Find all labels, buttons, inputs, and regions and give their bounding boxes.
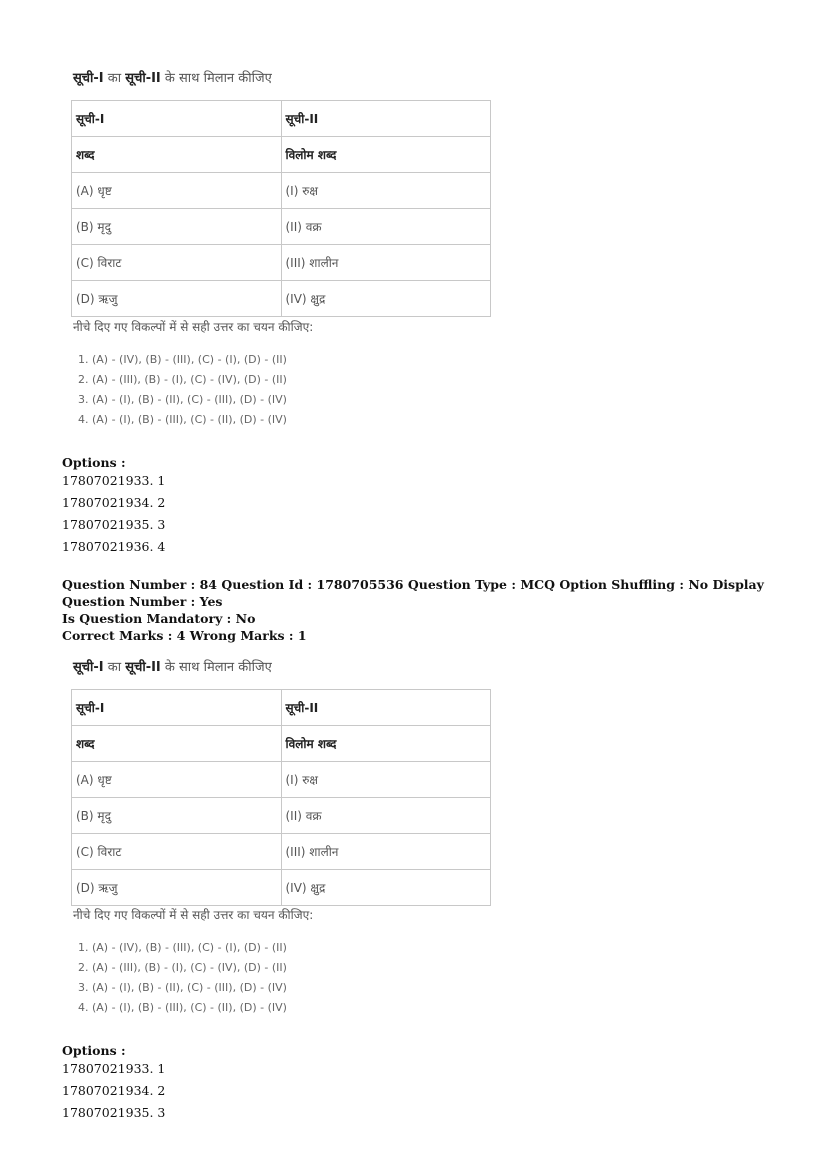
option-ids-2 xyxy=(62,1058,165,1124)
table-cell: सूची-I xyxy=(72,690,282,726)
table-cell: (II) वक्र xyxy=(281,798,491,834)
table-row xyxy=(72,762,491,798)
table-cell: (III) शालीन xyxy=(281,834,491,870)
table-cell: शब्द xyxy=(72,137,282,173)
table-cell: (C) विराट xyxy=(72,245,282,281)
meta-line: Correct Marks : 4 Wrong Marks : 1 xyxy=(62,628,307,643)
table-cell: (B) मृदु xyxy=(72,209,282,245)
answer-choices-2 xyxy=(78,938,287,1018)
match-table-2 xyxy=(71,689,491,906)
title-tail: के साथ मिलान कीजिए xyxy=(160,71,272,86)
list-item: 2. (A) - (III), (B) - (I), (C) - (IV), (D) - (II) xyxy=(78,373,287,386)
table-cell: (II) वक्र xyxy=(281,209,491,245)
options-label: Options : xyxy=(62,455,126,470)
answer-choices-1 xyxy=(78,350,287,430)
list-1-label: सूची-I xyxy=(73,660,104,675)
list-item: 3. (A) - (I), (B) - (II), (C) - (III), (D) - (IV) xyxy=(78,393,287,406)
option-ids-1 xyxy=(62,470,165,558)
match-table-1 xyxy=(71,100,491,317)
title-connector: का xyxy=(103,660,126,675)
question-1-title xyxy=(73,68,272,86)
table-row xyxy=(72,870,491,906)
list-item: 4. (A) - (I), (B) - (III), (C) - (II), (D) - (IV) xyxy=(78,1001,287,1014)
list-item: 17807021936. 4 xyxy=(62,539,166,554)
table-row xyxy=(72,834,491,870)
list-item: 1. (A) - (IV), (B) - (III), (C) - (I), (D) - (II) xyxy=(78,353,287,366)
question-meta xyxy=(62,576,802,644)
table-cell: शब्द xyxy=(72,726,282,762)
instruction-text: नीचे दिए गए विकल्पों में से सही उत्तर का चयन कीजिए: xyxy=(73,320,314,334)
table-row xyxy=(72,173,491,209)
table-row xyxy=(72,690,491,726)
table-cell: (B) मृदु xyxy=(72,798,282,834)
list-item: 17807021933. 1 xyxy=(62,1061,166,1076)
table-cell: सूची-II xyxy=(281,690,491,726)
list-item: 17807021935. 3 xyxy=(62,517,166,532)
table-cell: (III) शालीन xyxy=(281,245,491,281)
list-item: 17807021934. 2 xyxy=(62,1083,166,1098)
table-cell: (A) धृष्ट xyxy=(72,173,282,209)
table-cell: विलोम शब्द xyxy=(281,726,491,762)
list-item: 3. (A) - (I), (B) - (II), (C) - (III), (D) - (IV) xyxy=(78,981,287,994)
table-row xyxy=(72,101,491,137)
table-row xyxy=(72,245,491,281)
table-cell: विलोम शब्द xyxy=(281,137,491,173)
table-cell: (I) रुक्ष xyxy=(281,762,491,798)
instruction-text: नीचे दिए गए विकल्पों में से सही उत्तर का चयन कीजिए: xyxy=(73,908,314,922)
table-cell: (D) ऋजु xyxy=(72,281,282,317)
table-row xyxy=(72,798,491,834)
meta-line: Is Question Mandatory : No xyxy=(62,611,256,626)
question-2-title xyxy=(73,657,272,675)
title-tail: के साथ मिलान कीजिए xyxy=(160,660,272,675)
table-cell: (D) ऋजु xyxy=(72,870,282,906)
list-item: 17807021935. 3 xyxy=(62,1105,166,1120)
list-2-label: सूची-II xyxy=(125,660,161,675)
list-1-label: सूची-I xyxy=(73,71,104,86)
list-item: 2. (A) - (III), (B) - (I), (C) - (IV), (D) - (II) xyxy=(78,961,287,974)
table-row xyxy=(72,209,491,245)
list-item: 1. (A) - (IV), (B) - (III), (C) - (I), (D) - (II) xyxy=(78,941,287,954)
table-cell: (IV) क्षुद्र xyxy=(281,281,491,317)
table-row xyxy=(72,726,491,762)
table-cell: (A) धृष्ट xyxy=(72,762,282,798)
table-row xyxy=(72,137,491,173)
table-cell: सूची-II xyxy=(281,101,491,137)
list-item: 4. (A) - (I), (B) - (III), (C) - (II), (D) - (IV) xyxy=(78,413,287,426)
list-2-label: सूची-II xyxy=(125,71,161,86)
meta-line: Question Number : 84 Question Id : 1780705536 Question Type : MCQ Option Shuffling : No Display Question Number : Yes xyxy=(62,577,764,609)
table-cell: (C) विराट xyxy=(72,834,282,870)
table-cell: (IV) क्षुद्र xyxy=(281,870,491,906)
list-item: 17807021933. 1 xyxy=(62,473,166,488)
table-row xyxy=(72,281,491,317)
list-item: 17807021934. 2 xyxy=(62,495,166,510)
title-connector: का xyxy=(103,71,126,86)
table-cell: सूची-I xyxy=(72,101,282,137)
table-cell: (I) रुक्ष xyxy=(281,173,491,209)
options-label: Options : xyxy=(62,1043,126,1058)
